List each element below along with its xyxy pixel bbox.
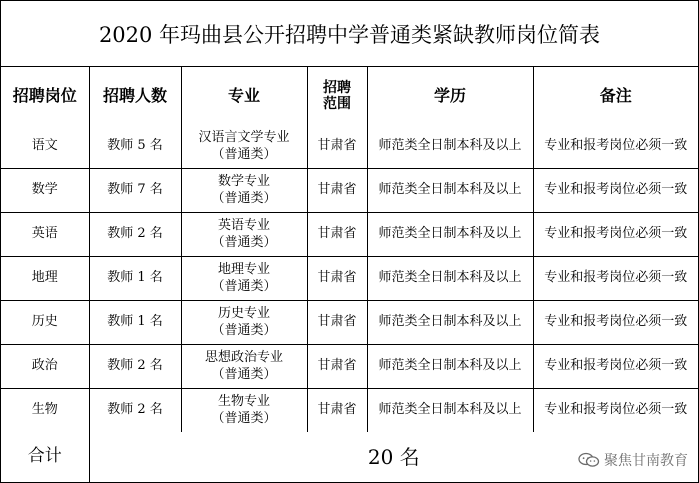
position-cell: 政治: [1, 345, 89, 389]
position-cell: 地理: [1, 257, 89, 301]
scope-cell: 甘肃省: [307, 345, 367, 389]
education-cell: 师范类全日制本科及以上: [367, 169, 533, 213]
header-scope: [307, 67, 367, 125]
remark-cell: 专业和报考岗位必须一致: [533, 345, 698, 389]
education-cell: 师范类全日制本科及以上: [367, 125, 533, 169]
major-cell: [181, 125, 307, 169]
education-cell: 师范类全日制本科及以上: [367, 301, 533, 345]
major-name: 数学专业: [217, 174, 270, 190]
major-name: 汉语言文学专业: [198, 130, 290, 146]
count-cell: 教师 2 名: [89, 345, 181, 389]
header-scope-line2: 范围: [323, 96, 351, 112]
remark-cell: 专业和报考岗位必须一致: [533, 125, 698, 169]
watermark-text: 聚焦甘南教育: [604, 453, 688, 469]
major-cell: [181, 169, 307, 213]
remark-cell: 专业和报考岗位必须一致: [533, 169, 698, 213]
major-category: （普通类）: [211, 410, 277, 426]
major-name: 思想政治专业: [204, 350, 283, 366]
education-cell: 师范类全日制本科及以上: [367, 213, 533, 257]
header-count: 招聘人数: [89, 67, 181, 125]
table-row: [1, 301, 698, 345]
header-position: 招聘岗位: [1, 67, 89, 125]
position-cell: 数学: [1, 169, 89, 213]
remark-cell: 专业和报考岗位必须一致: [533, 213, 698, 257]
count-cell: 教师 7 名: [89, 169, 181, 213]
scope-cell: 甘肃省: [307, 257, 367, 301]
position-cell: 语文: [1, 125, 89, 169]
table-body: [1, 125, 698, 432]
major-name: 地理专业: [217, 262, 270, 278]
recruitment-table: [1, 67, 698, 482]
total-label: 合计: [1, 432, 89, 482]
major-name: 英语专业: [217, 218, 270, 234]
major-category: （普通类）: [211, 366, 277, 382]
table-row: [1, 389, 698, 433]
count-cell: 教师 2 名: [89, 213, 181, 257]
remark-cell: 专业和报考岗位必须一致: [533, 389, 698, 433]
header-row: [1, 67, 698, 125]
major-name: 历史专业: [217, 306, 270, 322]
scope-cell: 甘肃省: [307, 301, 367, 345]
watermark: [578, 450, 688, 470]
position-cell: 生物: [1, 389, 89, 433]
major-category: （普通类）: [211, 146, 277, 162]
header-scope-line1: 招聘: [323, 79, 351, 96]
scope-cell: 甘肃省: [307, 389, 367, 433]
total-count: 20 名: [367, 444, 420, 469]
header-remark: 备注: [533, 67, 698, 125]
major-cell: [181, 301, 307, 345]
count-cell: 教师 1 名: [89, 257, 181, 301]
header-education: 学历: [367, 67, 533, 125]
major-name: 生物专业: [217, 394, 270, 410]
remark-cell: 专业和报考岗位必须一致: [533, 301, 698, 345]
wechat-icon: [578, 452, 600, 468]
table-row: [1, 125, 698, 169]
position-cell: 英语: [1, 213, 89, 257]
table-title: 2020 年玛曲县公开招聘中学普通类紧缺教师岗位简表: [1, 1, 698, 67]
major-category: （普通类）: [211, 322, 277, 338]
position-cell: 历史: [1, 301, 89, 345]
remark-cell: 专业和报考岗位必须一致: [533, 257, 698, 301]
scope-cell: 甘肃省: [307, 169, 367, 213]
education-cell: 师范类全日制本科及以上: [367, 257, 533, 301]
education-cell: 师范类全日制本科及以上: [367, 345, 533, 389]
major-category: （普通类）: [211, 278, 277, 294]
header-major: 专业: [181, 67, 307, 125]
major-category: （普通类）: [211, 234, 277, 250]
major-category: （普通类）: [211, 190, 277, 206]
education-cell: 师范类全日制本科及以上: [367, 389, 533, 433]
table-row: [1, 257, 698, 301]
table-row: [1, 345, 698, 389]
scope-cell: 甘肃省: [307, 213, 367, 257]
count-cell: 教师 5 名: [89, 125, 181, 169]
count-cell: 教师 1 名: [89, 301, 181, 345]
scope-cell: 甘肃省: [307, 125, 367, 169]
major-cell: [181, 213, 307, 257]
table-row: [1, 213, 698, 257]
major-cell: [181, 257, 307, 301]
table-row: [1, 169, 698, 213]
count-cell: 教师 2 名: [89, 389, 181, 433]
major-cell: [181, 345, 307, 389]
major-cell: [181, 389, 307, 433]
